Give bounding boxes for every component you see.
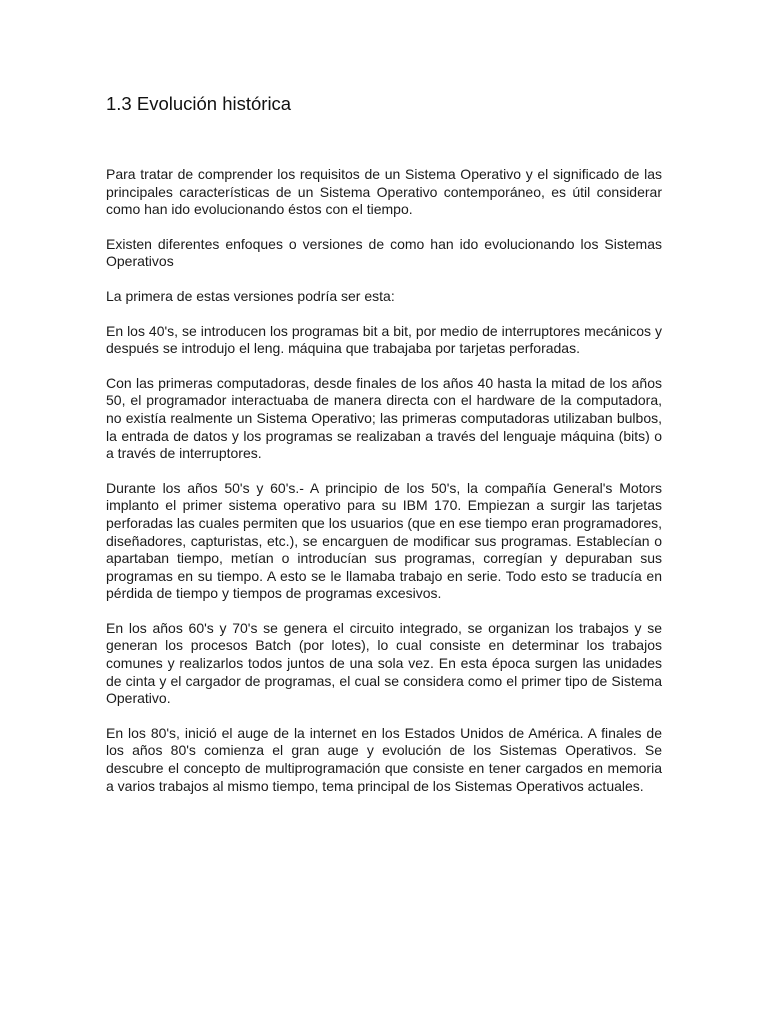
paragraph-first-version: La primera de estas versiones podría ser esta:	[106, 287, 395, 304]
paragraph-intro: Para tratar de comprender los requisitos de un Sistema Operativo y el significado de las principales características de un Sistema Operativo contemporáneo, es útil considerar como han ido evolucionando éstos con el tiempo.	[106, 166, 662, 218]
paragraph-1950s-1960s: Durante los años 50's y 60's.- A principio de los 50's, la compañía General's Motors implanto el primer sistema operativo para su IBM 170. Empiezan a surgir las tarjetas perforadas las cuales permiten que los usuarios (que en ese tiempo eran programadores, diseñadores, capturistas, etc.), se encarguen de modificar sus programas. Establecían o apartaban tiempo, metían o introducían sus programas, corregían y depuraban sus programas en su tiempo. A esto se le llamaba trabajo en serie. Todo esto se traducía en pérdida de tiempo y tiempos de programas excesivos.	[106, 479, 662, 602]
paragraph-1960s-1970s: En los años 60's y 70's se genera el circuito integrado, se organizan los trabajos y se generan los procesos Batch (por lotes), lo cual consiste en determinar los trabajos comunes y realizarlos todos juntos de una sola vez. En esta época surgen las unidades de cinta y el cargador de programas, el cual se considera como el primer tipo de Sistema Operativo.	[106, 619, 662, 707]
paragraph-1980s: En los 80's, inició el auge de la internet en los Estados Unidos de América. A finales de los años 80's comienza el gran auge y evolución de los Sistemas Operativos. Se descubre el concepto de multiprogramación que consiste en tener cargados en memoria a varios trabajos al mismo tiempo, tema principal de los Sistemas Operativos actuales.	[106, 724, 662, 794]
paragraph-first-computers: Con las primeras computadoras, desde finales de los años 40 hasta la mitad de los años 50, el programador interactuaba de manera directa con el hardware de la computadora, no existía realmente un Sistema Operativo; las primeras computadoras utilizaban bulbos, la entrada de datos y los programas se realizaban a través del lenguaje máquina (bits) o a través de interruptores.	[106, 374, 662, 462]
section-heading: 1.3 Evolución histórica	[106, 93, 292, 114]
paragraph-1940s: En los 40's, se introducen los programas bit a bit, por medio de interruptores mecánicos y después se introdujo el leng. máquina que trabajaba por tarjetas perforadas.	[106, 322, 662, 357]
paragraph-approaches: Existen diferentes enfoques o versiones de como han ido evolucionando los Sistemas Operativos	[106, 235, 662, 270]
document-body	[106, 166, 662, 812]
